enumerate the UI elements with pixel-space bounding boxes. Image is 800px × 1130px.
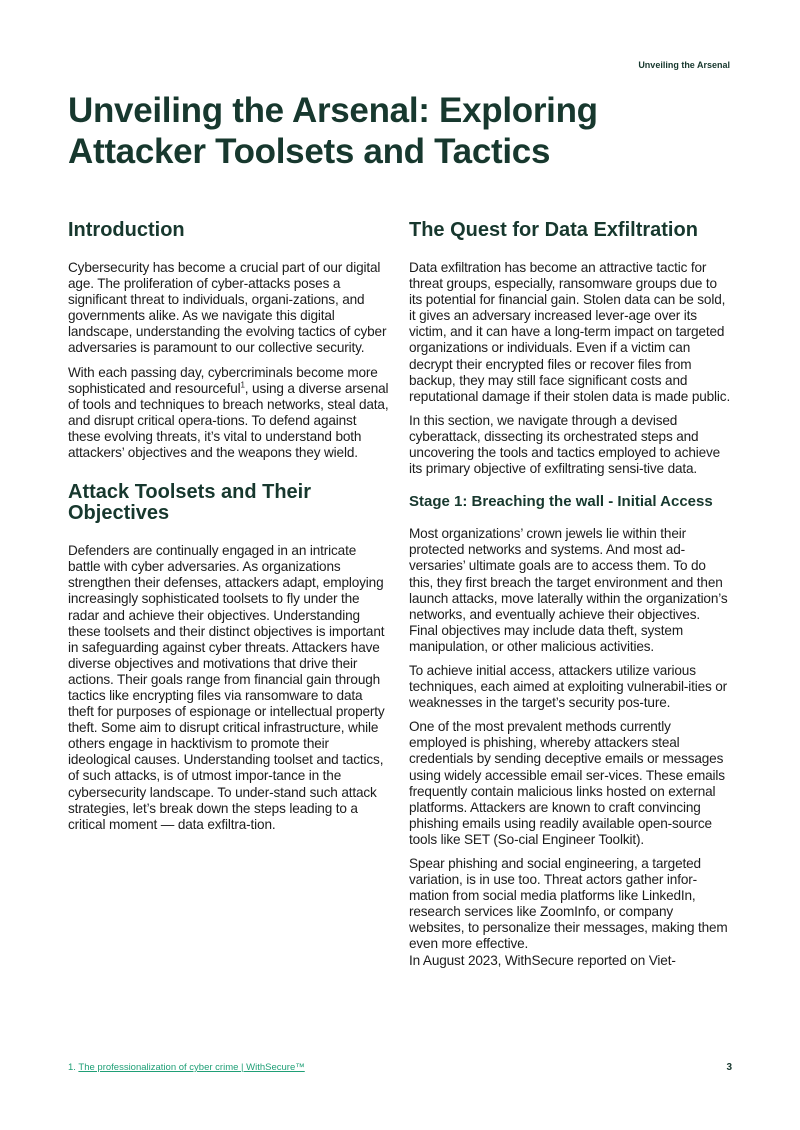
stage-1-paragraph-1: Most organizations’ crown jewels lie within their protected networks and systems. And most ad-versaries’ ultimate goals are to access them. To do this, they first breach the target environment and then launch attacks, move laterally within the organization’s networks, and eventually achieve their objectives. Final objectives may include data theft, system manipulation, or other malicious activities. <box>409 526 728 654</box>
attack-toolsets-heading: Attack Toolsets and Their Objectives <box>68 481 312 525</box>
running-header: Unveiling the Arsenal <box>638 60 730 70</box>
stage-1-paragraph-3: One of the most prevalent methods currently employed is phishing, whereby attackers steal credentials by sending deceptive emails or messages using widely accessible email ser-vices. These emails frequently contain malicious links hosted on external platforms. Attackers are known to craft convincing phishing emails using readily available open-source tools like SET (So-cial Engineer Toolkit). <box>409 719 725 847</box>
footnote-number: 1. <box>68 1062 76 1073</box>
introduction-paragraph-2 <box>68 365 390 462</box>
data-exfiltration-paragraph-2: In this section, we navigate through a devised cyberattack, dissecting its orchestrated steps and uncovering the tools and tactics employed to achieve its primary objective of exfiltrating sensi-tive data. <box>409 412 721 477</box>
stage-1-body <box>409 526 731 968</box>
stage-1-heading: Stage 1: Breaching the wall - Initial Access <box>409 493 713 511</box>
stage-1-paragraph-4: Spear phishing and social engineering, a targeted variation, is in use too. Threat actors gather infor-mation from social media platforms like LinkedIn, research services like ZoomInfo, or company websites, to personalize their messages, making them even more effective. <box>409 856 728 952</box>
stage-1-paragraph-2: To achieve initial access, attackers utilize various techniques, each aimed at exploiting vulnerabil-ities or weaknesses in the target’s security pos-ture. <box>409 662 728 711</box>
page-title: Unveiling the Arsenal: Exploring Attacker Toolsets and Tactics <box>68 91 598 171</box>
right-column <box>409 218 731 969</box>
footnote-ref-1[interactable]: 1 <box>240 380 245 390</box>
introduction-paragraph-1: Cybersecurity has become a crucial part of our digital age. The proliferation of cyber-attacks poses a significant threat to individuals, organi-zations, and governments alike. As we navigate this digital landscape, understanding the evolving tactics of cyber adversaries is paramount to our collective security. <box>68 260 387 356</box>
left-column <box>68 218 390 841</box>
footnote-link[interactable]: The professionalization of cyber crime | WithSecure™ <box>78 1062 305 1073</box>
data-exfiltration-body <box>409 260 731 477</box>
introduction-heading: Introduction <box>68 219 185 241</box>
footnote <box>68 1062 305 1073</box>
attack-toolsets-body <box>68 543 390 833</box>
data-exfiltration-paragraph-1: Data exfiltration has become an attractive tactic for threat groups, especially, ransomware groups due to its potential for financial gain. Stolen data can be sold, it gives an adversary increased lever-age over its victim, and it can have a long-term impact on targeted organizations or individuals. Even if a victim can decrypt their encrypted files or recover files from backup, they may still face significant costs and reputational damage if their stolen data is made public. <box>409 260 731 404</box>
introduction-body <box>68 260 390 461</box>
intro-p2-text-a: With each passing day, cybercriminals become more sophisticated and resourceful <box>68 364 378 396</box>
page-number: 3 <box>726 1062 732 1073</box>
stage-1-paragraph-5: In August 2023, WithSecure reported on Viet- <box>409 952 676 968</box>
intro-p2-text-b: , using a diverse arsenal of tools and techniques to breach networks, steal data, and disrupt critical opera-tions. To defend against these evolving threats, it’s vital to understand both attackers’ objectives and the weapons they wield. <box>68 380 389 461</box>
data-exfiltration-heading: The Quest for Data Exfiltration <box>409 219 698 241</box>
attack-toolsets-paragraph: Defenders are continually engaged in an intricate battle with cyber adversaries. As organizations strengthen their defenses, attackers adapt, employing increasingly sophisticated toolsets to fly under the radar and achieve their objectives. Understanding these toolsets and their distinct objectives is important in safeguarding against cyber threats. Attackers have diverse objectives and motivations that drive their actions. Their goals range from financial gain through tactics like encrypting files via ransomware to data theft for purposes of espionage or intellectual property theft. Some aim to disrupt critical infrastructure, while others engage in hacktivism to promote their ideological causes. Understanding toolset and tactics, of such attacks, is of utmost impor-tance in the cybersecurity landscape. To under-stand such attack strategies, let’s break down the steps leading to a critical moment — data exfiltra-tion. <box>68 543 385 832</box>
